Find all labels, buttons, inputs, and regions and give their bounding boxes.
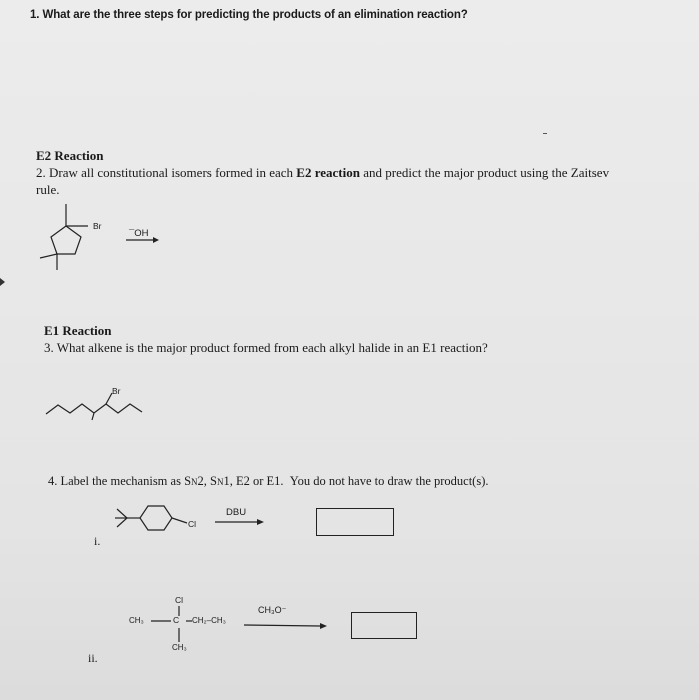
item-ii-arrow (244, 623, 327, 629)
e2-heading: E2 Reaction (36, 148, 104, 163)
item-i-structure (115, 506, 187, 530)
question-3-text: 3. What alkene is the major product formed from each alkyl halide in an E1 reaction? (44, 340, 488, 355)
item-ii-cl-label: Cl (175, 595, 184, 605)
item-ii-ch3-bottom: CH₃ (172, 643, 187, 652)
question-2-start: 2. Draw all constitutional isomers formed in each (36, 165, 294, 180)
item-ii-center-carbon: C (173, 615, 180, 625)
question-4-start: 4. Label the mechanism as S (48, 474, 192, 488)
e1-heading: E1 Reaction (44, 323, 112, 338)
e2-cyclopentane-structure (40, 204, 88, 270)
question-2-bold: E2 reaction (296, 165, 360, 180)
question-2-line-2: rule. (36, 182, 60, 197)
question-4-end: You do not have to draw the product(s). (289, 474, 489, 488)
item-i-answer-box[interactable] (316, 508, 394, 536)
subscript-n-1: N (191, 477, 198, 487)
question-4-mid-1: 2, S (197, 474, 217, 488)
e1-br-label: Br (112, 386, 121, 396)
item-ii-chain-right: CH₂–CH₃ (192, 616, 226, 625)
e2-br-label: Br (93, 221, 102, 231)
item-i-dbu-reagent: DBU (226, 507, 247, 518)
item-ii-structure (151, 606, 192, 642)
item-ii-ch3-left: CH₃ (129, 616, 144, 625)
subscript-n-2: N (216, 477, 224, 487)
question-1-text: 1. What are the three steps for predicting the products of an elimination reaction? (30, 9, 468, 21)
item-ii-methoxide-reagent: CH₃O⁻ (258, 605, 287, 615)
item-i-cl-label: Cl (188, 519, 197, 529)
item-i-arrow (215, 519, 264, 525)
question-4-mid-2: 1, E2 or E1. (223, 474, 284, 488)
e1-alkyl-halide-structure (46, 393, 142, 420)
item-ii-answer-box[interactable] (351, 612, 417, 639)
question-2-end: and predict the major product using the Zaitsev (363, 165, 610, 180)
item-i-label: i. (94, 534, 101, 548)
item-ii-label: ii. (88, 651, 98, 665)
e2-hydroxide-reagent: ¯OH (129, 228, 149, 239)
